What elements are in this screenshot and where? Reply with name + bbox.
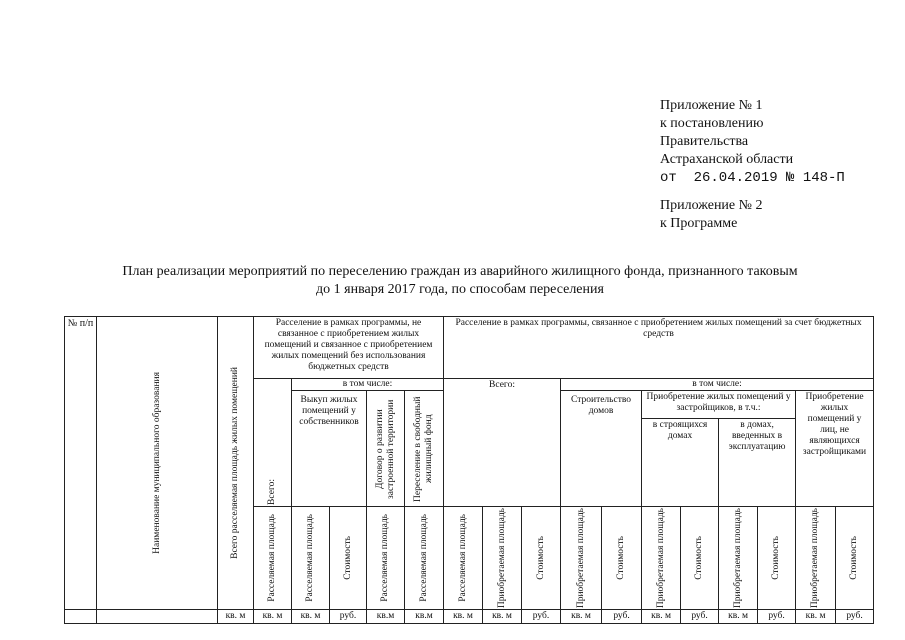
subheader-acquired-area bbox=[561, 507, 602, 610]
subheader-text: Стоимость bbox=[771, 536, 782, 580]
header-under-construction: в строящихся домах bbox=[642, 419, 719, 507]
title-line: План реализации мероприятий по переселению граждан из аварийного жилищного фонда, признанного таковым bbox=[122, 264, 798, 279]
unit-cell: кв. м bbox=[444, 610, 483, 624]
subheader-text: Стоимость bbox=[694, 536, 705, 580]
unit-cell: кв. м bbox=[254, 610, 292, 624]
subheader-acquired-area bbox=[719, 507, 758, 610]
unit-cell: кв. м bbox=[561, 610, 602, 624]
appendix-1-line: Правительства bbox=[660, 134, 749, 149]
subheader-acquired-area bbox=[796, 507, 836, 610]
subheader-text: Расселяемая площадь bbox=[418, 514, 429, 602]
subheader-cost bbox=[681, 507, 719, 610]
unit-cell bbox=[65, 610, 97, 624]
unit-cell: кв. м bbox=[719, 610, 758, 624]
header-group-budget: Расселение в рамках программы, связанное с приобретением жилых помещений за счет бюджетных средств bbox=[444, 317, 874, 379]
header-group-no-budget: Расселение в рамках программы, не связанное с приобретением жилых помещений и связанное с приобретением жилых помещений без использования бюджетных средств bbox=[254, 317, 444, 379]
subheader-text: Расселяемая площадь bbox=[457, 514, 468, 602]
subheader-text: Стоимость bbox=[849, 536, 860, 580]
unit-cell: кв.м bbox=[405, 610, 444, 624]
header-total-area bbox=[218, 317, 254, 610]
subheader-text: Приобретаемая площадь bbox=[655, 508, 666, 609]
unit-cell: руб. bbox=[758, 610, 796, 624]
subheader-resettled-area bbox=[254, 507, 292, 610]
subheader-text: Стоимость bbox=[616, 536, 627, 580]
header-total-2: Всего: bbox=[444, 379, 561, 507]
subheader-resettled-area bbox=[292, 507, 330, 610]
subheader-cost bbox=[330, 507, 367, 610]
subheader-acquired-area bbox=[483, 507, 522, 610]
unit-cell: руб. bbox=[602, 610, 642, 624]
subheader-acquired-area bbox=[642, 507, 681, 610]
unit-cell: кв. м bbox=[292, 610, 330, 624]
unit-cell: кв. м bbox=[483, 610, 522, 624]
appendix-1-line: Астраханской области bbox=[660, 152, 794, 167]
subheader-cost bbox=[602, 507, 642, 610]
appendix-1-title: Приложение № 1 bbox=[660, 98, 763, 113]
appendix-1-date: от 26.04.2019 № 148-П bbox=[660, 170, 845, 186]
header-purchase-non-developers: Приобретение жилых помещений у лиц, не являющихся застройщиками bbox=[796, 391, 874, 507]
header-dev-contract bbox=[367, 391, 405, 507]
units-row bbox=[65, 610, 874, 624]
document-title bbox=[60, 263, 860, 299]
unit-cell: руб. bbox=[330, 610, 367, 624]
subheader-resettled-area bbox=[405, 507, 444, 610]
header-including-2: в том числе: bbox=[561, 379, 874, 391]
header-total-1 bbox=[254, 379, 292, 507]
subheader-resettled-area bbox=[367, 507, 405, 610]
header-municipality bbox=[97, 317, 218, 610]
unit-cell: руб. bbox=[522, 610, 561, 624]
subheader-cost bbox=[836, 507, 874, 610]
header-free-fund bbox=[405, 391, 444, 507]
subheader-text: Расселяемая площадь bbox=[380, 514, 390, 602]
resettlement-plan-table bbox=[64, 316, 874, 624]
subheader-cost bbox=[522, 507, 561, 610]
subheader-text: Приобретаемая площадь bbox=[732, 508, 743, 609]
header-number: № п/п bbox=[65, 317, 97, 610]
appendix-2-line: к Программе bbox=[660, 216, 738, 231]
title-line: до 1 января 2017 года, по способам переселения bbox=[316, 282, 604, 297]
unit-cell: руб. bbox=[836, 610, 874, 624]
subheader-cost bbox=[758, 507, 796, 610]
appendix-1-line: к постановлению bbox=[660, 116, 764, 131]
unit-cell: руб. bbox=[681, 610, 719, 624]
subheader-resettled-area bbox=[444, 507, 483, 610]
header-construction: Строительство домов bbox=[561, 391, 642, 507]
header-municipality-text: Наименование муниципального образования bbox=[151, 372, 162, 554]
unit-cell: кв. м bbox=[642, 610, 681, 624]
unit-cell bbox=[97, 610, 218, 624]
appendix-2-block bbox=[660, 197, 763, 233]
header-total-1-text: Всего: bbox=[267, 479, 277, 505]
unit-cell: кв.м bbox=[367, 610, 405, 624]
header-total-area-text: Всего расселяемая площадь жилых помещений bbox=[230, 367, 240, 559]
subheader-text: Приобретаемая площадь bbox=[496, 508, 507, 609]
appendix-1-block bbox=[660, 97, 845, 187]
header-dev-contract-text: Договор о развитии застроенной территории bbox=[374, 399, 396, 499]
header-buyout: Выкуп жилых помещений у собственников bbox=[292, 391, 367, 507]
appendix-2-title: Приложение № 2 bbox=[660, 198, 763, 213]
subheader-text: Расселяемая площадь bbox=[267, 514, 277, 602]
subheader-text: Стоимость bbox=[535, 536, 546, 580]
header-including-1: в том числе: bbox=[292, 379, 444, 391]
header-free-fund-text: Переселение в свободный жилищный фонд bbox=[413, 396, 434, 502]
subheader-text: Приобретаемая площадь bbox=[575, 508, 586, 609]
unit-cell: кв. м bbox=[796, 610, 836, 624]
header-purchase-developers: Приобретение жилых помещений у застройщиков, в т.ч.: bbox=[642, 391, 796, 419]
unit-cell: кв. м bbox=[218, 610, 254, 624]
header-in-operation: в домах, введенных в эксплуатацию bbox=[719, 419, 796, 507]
subheader-text: Стоимость bbox=[342, 536, 353, 580]
subheader-text: Приобретаемая площадь bbox=[810, 508, 821, 609]
subheader-text: Расселяемая площадь bbox=[305, 514, 315, 602]
